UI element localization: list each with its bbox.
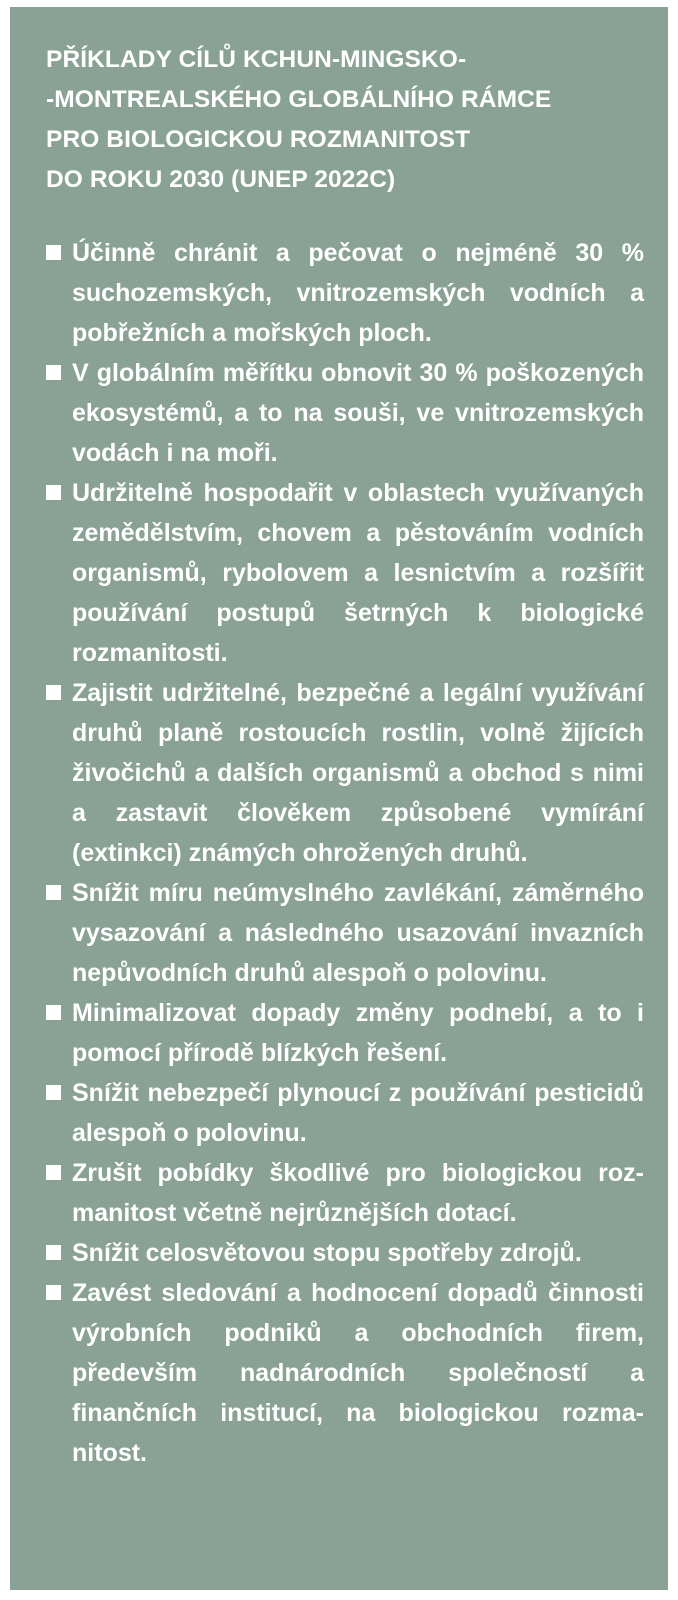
list-item-text: Udržitelně hospodařit v oblastech využívaných zemědělstvím, chovem a pěstováním vodních organismů, rybolovem a lesnictvím a rozšířit používání postupů šetrných k biologické rozmanitosti. (72, 479, 644, 667)
square-bullet-icon (46, 1085, 61, 1100)
list-item (46, 353, 644, 473)
list-item-text: Zrušit pobídky škodlivé pro biologickou rozmanitost včetně nejrůznějších dotací. (72, 1159, 644, 1227)
square-bullet-icon (46, 1005, 61, 1020)
title-line: DO ROKU 2030 (UNEP 2022C) (46, 166, 396, 193)
list-item-text: Snížit míru neúmyslného zavlékání, záměrného vysazování a následného usazování invazních nepůvodních druhů alespoň o polovinu. (72, 879, 644, 987)
title-line: -MONTREALSKÉHO GLOBÁLNÍHO RÁMCE (46, 86, 552, 113)
info-box (10, 7, 668, 1590)
square-bullet-icon (46, 1285, 61, 1300)
square-bullet-icon (46, 485, 61, 500)
list-item-text: V globálním měřítku obnovit 30 % poškozených ekosystémů, a to na souši, ve vnitrozemských vodách i na moři. (72, 359, 644, 467)
list-item-text: Snížit nebezpečí plynoucí z používání pesticidů alespoň o polovinu. (72, 1079, 644, 1147)
goals-list (46, 233, 644, 1473)
list-item-text: Snížit celosvětovou stopu spotřeby zdrojů. (72, 1239, 582, 1267)
title-line: PRO BIOLOGICKOU ROZMANITOST (46, 126, 471, 153)
list-item (46, 993, 644, 1073)
square-bullet-icon (46, 1245, 61, 1260)
list-item-text: Účinně chránit a pečovat o nejméně 30 % suchozemských, vnitrozemských vodních a pobřežních a mořských ploch. (72, 239, 644, 347)
list-item-text: Zajistit udržitelné, bezpečné a legální využívání druhů planě rostoucích rostlin, volně žijících živočichů a dalších organismů a obchod s nimi a zastavit člověkem způsobené vymírání (extinkci) známých ohrožených druhů. (72, 679, 644, 867)
list-item (46, 1233, 644, 1273)
square-bullet-icon (46, 245, 61, 260)
list-item (46, 1273, 644, 1473)
square-bullet-icon (46, 1165, 61, 1180)
title-line: PŘÍKLADY CÍLŮ KCHUN-MINGSKO- (46, 46, 467, 73)
list-item (46, 473, 644, 673)
list-item-text: Zavést sledování a hodnocení dopadů činnosti výrobních podniků a obchodních firem, především nadnárodních společností a finančních institucí, na biologickou rozmanitost. (72, 1279, 644, 1467)
square-bullet-icon (46, 685, 61, 700)
list-item (46, 873, 644, 993)
list-item (46, 673, 644, 873)
square-bullet-icon (46, 885, 61, 900)
box-title (46, 40, 644, 200)
list-item (46, 1073, 644, 1153)
list-item (46, 1153, 644, 1233)
list-item (46, 233, 644, 353)
square-bullet-icon (46, 365, 61, 380)
list-item-text: Minimalizovat dopady změny podnebí, a to i pomocí přírodě blízkých řešení. (72, 999, 644, 1067)
